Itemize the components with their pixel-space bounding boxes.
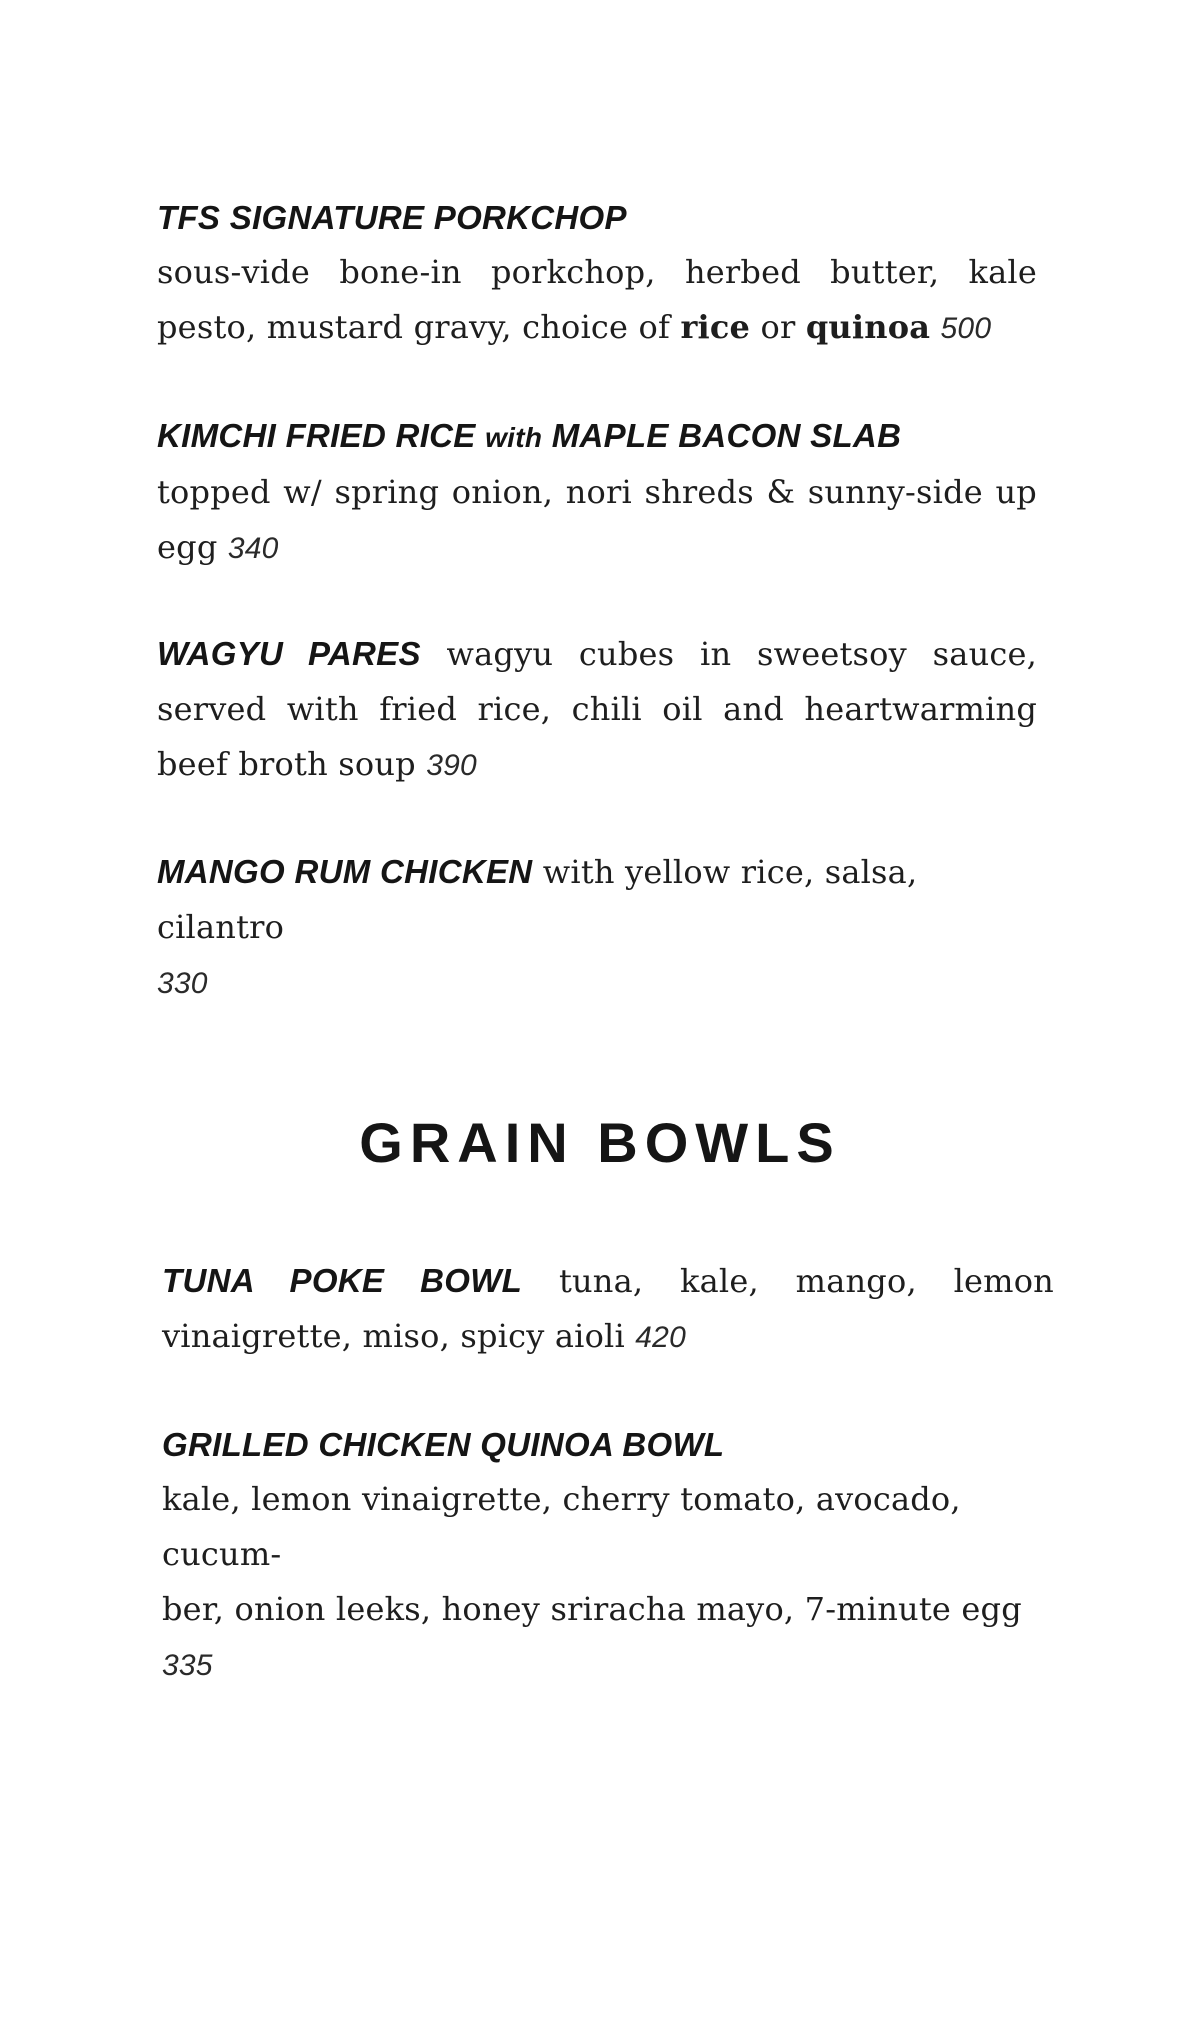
item-connector: or: [760, 308, 796, 346]
menu-item-tuna-poke-bowl: [162, 1253, 1054, 1365]
item-price: 390: [426, 749, 477, 782]
menu-item-mango-rum-chicken: [157, 844, 1037, 1011]
item-name-part2: MAPLE BACON SLAB: [551, 417, 902, 454]
item-name: MANGO RUM CHICKEN: [157, 853, 533, 890]
item-name: TUNA POKE BOWL: [162, 1262, 523, 1299]
section-title-grain-bowls: GRAIN BOWLS: [359, 1111, 841, 1174]
item-description: with yellow rice, salsa, cilantro: [157, 853, 918, 946]
item-price: 500: [940, 312, 992, 345]
item-description: tuna, kale, mango, lemon vinaigrette, miso, spicy aioli: [162, 1262, 1054, 1355]
item-name: GRILLED CHICKEN QUINOA BOWL: [162, 1426, 725, 1463]
menu-item-wagyu-pares: [157, 626, 1037, 793]
item-description-line1: kale, lemon vinaigrette, cherry tomato, avocado, cucum-: [162, 1480, 961, 1573]
menu-item-porkchop: [157, 190, 1037, 356]
item-price: 330: [157, 967, 208, 1000]
item-name-part1: KIMCHI FRIED RICE: [157, 417, 476, 454]
item-name: TFS SIGNATURE PORKCHOP: [157, 199, 627, 236]
item-price: 420: [635, 1321, 686, 1354]
item-name: [157, 408, 1037, 465]
item-price: 340: [227, 532, 279, 565]
menu-item-kimchi-fried-rice: [157, 408, 1037, 576]
item-name: WAGYU PARES: [157, 635, 421, 672]
item-option-rice: rice: [680, 308, 751, 346]
item-name-with: with: [485, 422, 543, 453]
item-option-quinoa: quinoa: [805, 308, 931, 346]
item-description: topped w/ spring onion, nori shreds & sunny-side up egg: [157, 473, 1037, 566]
item-description: sous-vide bone-in porkchop, herbed butter, kale pesto, mustard gravy, choice of: [157, 253, 1037, 346]
item-description-line2: ber, onion leeks, honey sriracha mayo, 7-minute egg: [162, 1590, 1022, 1628]
item-price: 335: [162, 1649, 213, 1682]
menu-item-grilled-chicken-quinoa-bowl: [162, 1417, 1062, 1693]
item-description: wagyu cubes in sweetsoy sauce, served with fried rice, chili oil and heartwarming beef broth soup: [157, 635, 1038, 783]
